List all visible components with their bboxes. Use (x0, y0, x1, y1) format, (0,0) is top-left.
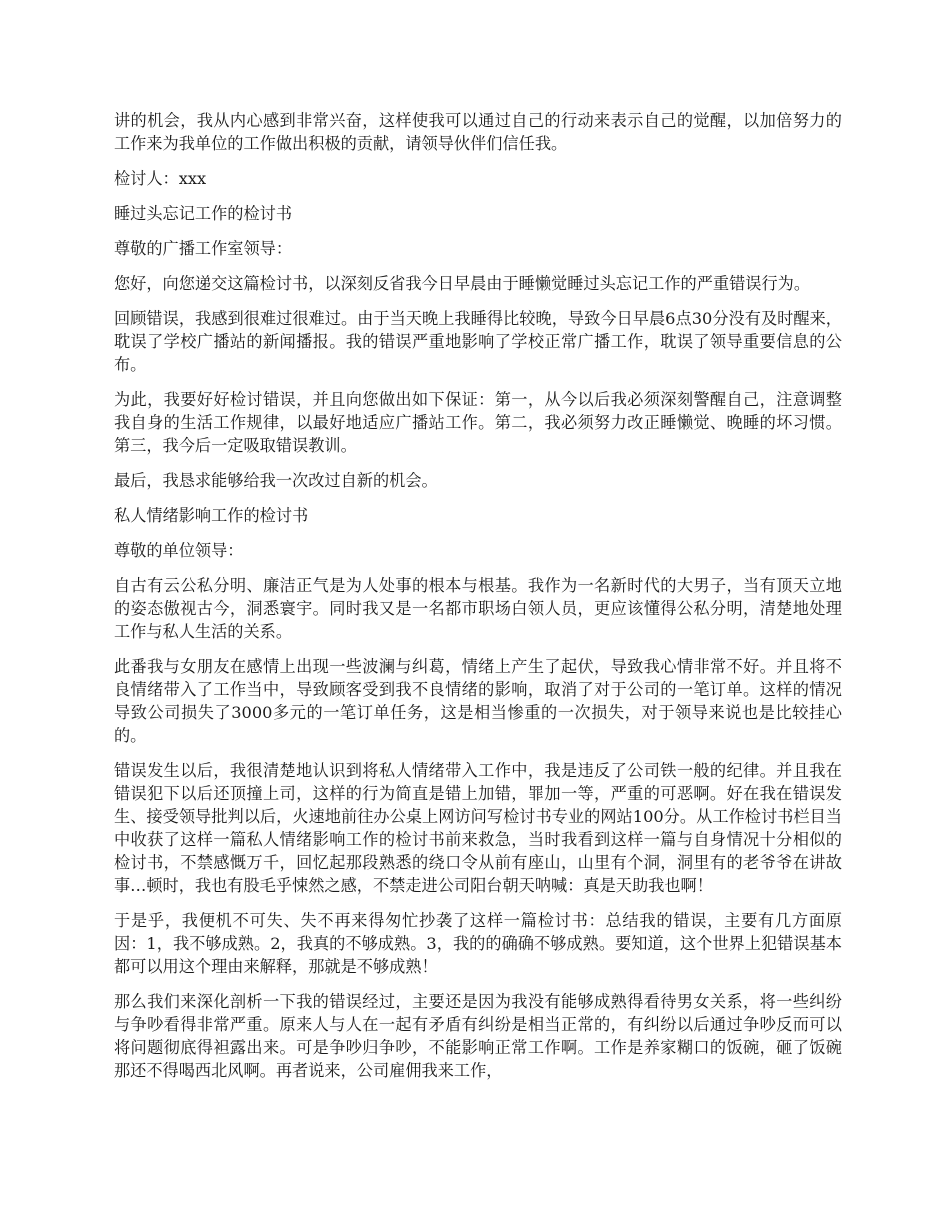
section-title-emotion: 私人情绪影响工作的检讨书 (114, 506, 309, 525)
paragraph-greeting: 您好，向您递交这篇检讨书，以深刻反省我今日早晨由于睡懒觉睡过头忘记工作的严重错误行为。 (114, 274, 811, 293)
salutation-unit: 尊敬的单位领导： (114, 541, 244, 560)
paragraph-closing: 最后，我恳求能够给我一次改过自新的机会。 (114, 471, 438, 490)
paragraph-summary: 于是乎，我便机不可失、失不再来得匆忙抄袭了这样一篇检讨书：总结我的错误，主要有几方面原因：1，我不够成熟。2，我真的不够成熟。3，我的的确确不够成熟。要知道，这个世界上犯错误基本都可以用这个理由来解释，那就是不够成熟！ (114, 911, 842, 976)
salutation-broadcast: 尊敬的广播工作室领导： (114, 239, 293, 258)
section-title-oversleep: 睡过头忘记工作的检讨书 (114, 204, 293, 223)
paragraph-incident: 此番我与女朋友在感情上出现一些波澜与纠葛，情绪上产生了起伏，导致我心情非常不好。并且将不良情绪带入了工作当中，导致顾客受到我不良情绪的影响，取消了对于公司的一笔订单。这样的情况导致公司损失了3000多元的一笔订单任务，这是相当惨重的一次损失，对于领导来说也是比较挂心的。 (114, 657, 842, 745)
paragraph-analysis: 那么我们来深化剖析一下我的错误经过，主要还是因为我没有能够成熟得看待男女关系，将一些纠纷与争吵看得非常严重。原来人与人在一起有矛盾有纠纷是相当正常的，有纠纷以后通过争吵反而可以将问题彻底得袒露出来。可是争吵归争吵，不能影响正常工作啊。工作是养家糊口的饭碗，砸了饭碗那还不得喝西北风啊。再者说来，公司雇佣我来工作， (114, 992, 842, 1080)
signature-line: 检讨人：xxx (114, 169, 207, 188)
paragraph-principle: 自古有云公私分明、廉洁正气是为人处事的根本与根基。我作为一名新时代的大男子，当有顶天立地的姿态傲视古今，洞悉寰宇。同时我又是一名都市职场白领人员，更应该懂得公私分明，清楚地处理工作与私人生活的关系。 (114, 576, 842, 641)
paragraph-review: 回顾错误，我感到很难过很难过。由于当天晚上我睡得比较晚，导致今日早晨6点30分没有及时醒来，耽误了学校广播站的新闻播报。我的错误严重地影响了学校正常广播工作，耽误了领导重要信息的公布。 (114, 309, 842, 374)
document-page (114, 109, 842, 1094)
paragraph-aftermath: 错误发生以后，我很清楚地认识到将私人情绪带入工作中，我是违反了公司铁一般的纪律。并且我在错误犯下以后还顶撞上司，这样的行为简直是错上加错，罪加一等，严重的可恶啊。好在我在错误发生、接受领导批判以后，火速地前往办公桌上网访问写检讨书专业的网站100分。从工作检讨书栏目当中收获了这样一篇私人情绪影响工作的检讨书前来救急，当时我看到这样一篇与自身情况十分相似的检讨书，不禁感慨万千，回忆起那段熟悉的绕口令从前有座山，山里有个洞，洞里有的老爷爷在讲故事…顿时，我也有股毛乎悚然之感，不禁走进公司阳台朝天呐喊：真是天助我也啊！ (114, 761, 842, 895)
paragraph-continuation: 讲的机会，我从内心感到非常兴奋，这样使我可以通过自己的行动来表示自己的觉醒，以加倍努力的工作来为我单位的工作做出积极的贡献，请领导伙伴们信任我。 (114, 111, 842, 153)
paragraph-pledge: 为此，我要好好检讨错误，并且向您做出如下保证：第一，从今以后我必须深刻警醒自己，注意调整我自身的生活工作规律，以最好地适应广播站工作。第二，我必须努力改正睡懒觉、晚睡的坏习惯。第三，我今后一定吸取错误教训。 (114, 390, 842, 455)
